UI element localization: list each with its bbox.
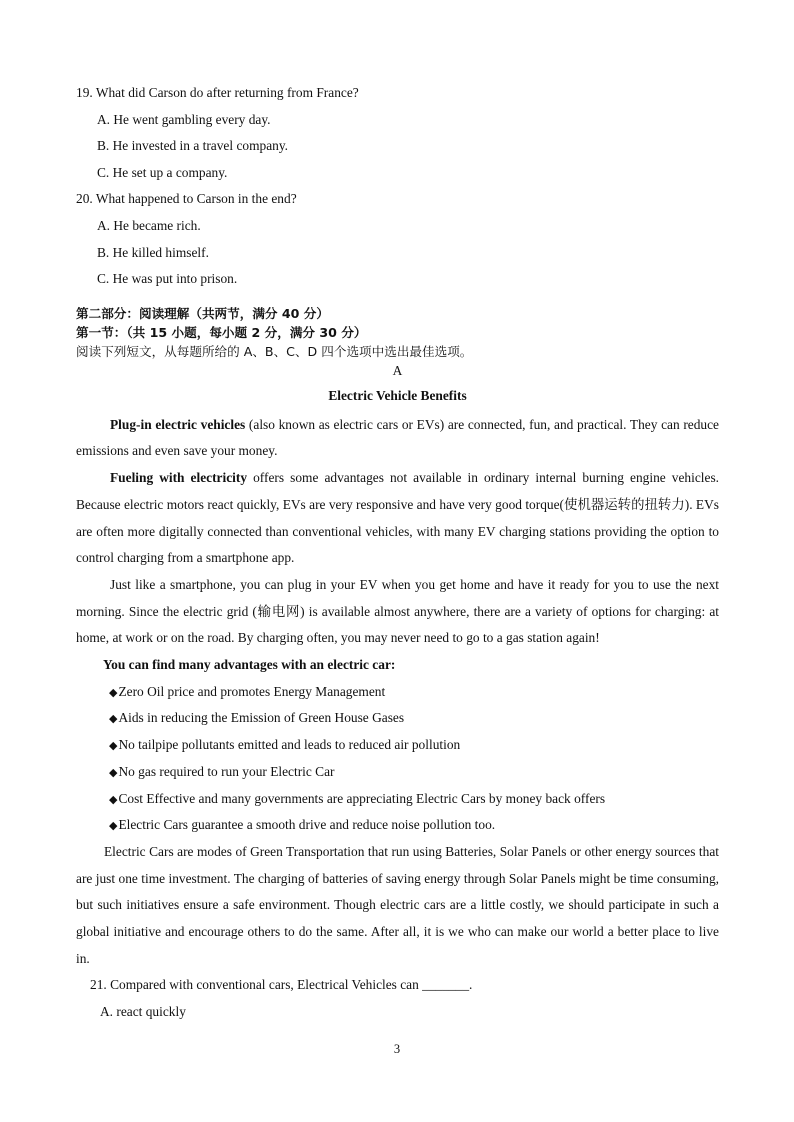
section1-heading: 第一节：（共 15 小题，每小题 2 分，满分 30 分） — [76, 324, 367, 340]
page-number: 3 — [393, 1042, 401, 1056]
list-item: ◆No tailpipe pollutants emitted and leads to reduced air pollution — [109, 737, 461, 753]
paragraph-1-text: (also known as electric cars or EVs) are connected, fun, and practical. They can reduce emissions and even save your money. — [76, 416, 719, 459]
question-21-option-a: A. react quickly — [100, 1004, 186, 1020]
paragraph-1 — [76, 412, 719, 465]
diamond-bullet-icon: ◆ — [109, 765, 118, 779]
question-21-stem: 21. Compared with conventional cars, Electrical Vehicles can _______. — [90, 977, 473, 993]
passage-title: Electric Vehicle Benefits — [328, 387, 467, 403]
part2-heading: 第二部分：阅读理解（共两节，满分 40 分） — [76, 305, 329, 321]
paragraph-2-text: offers some advantages not available in ordinary internal burning engine vehicles. Because electric motors react quickly, EVs are very responsive and have very good torque(使机器运转的扭转力). EVs are often more digitally connected than conventional vehicles, with many EV charging stations providing the option to control charging from a smartphone app. — [76, 470, 719, 566]
paragraph-1-lead: Plug-in electric vehicles — [110, 416, 246, 432]
question-20-option-a: A. He became rich. — [97, 217, 201, 233]
list-item: ◆No gas required to run your Electric Car — [109, 763, 335, 779]
paragraph-3: Just like a smartphone, you can plug in your EV when you get home and have it ready for you to use the next morning. Since the electric grid (输电网) is available almost anywhere, there are a variety of options for charging: at home, at work or on the road. By charging often, you may never need to go to a gas station again! — [76, 576, 719, 646]
paragraph-2 — [76, 465, 719, 572]
question-20-stem: 20. What happened to Carson in the end? — [76, 191, 297, 207]
list-item: ◆Cost Effective and many governments are appreciating Electric Cars by money back offers — [109, 790, 606, 806]
diamond-bullet-icon: ◆ — [109, 739, 118, 753]
advantages-list — [76, 679, 719, 839]
question-19-option-a: A. He went gambling every day. — [97, 111, 271, 127]
diamond-bullet-icon: ◆ — [109, 712, 118, 726]
question-20-option-b: B. He killed himself. — [97, 244, 209, 260]
reading-instruction: 阅读下列短文，从每题所给的 A、B、C、D 四个选项中选出最佳选项。 — [76, 343, 473, 359]
question-19-option-c: C. He set up a company. — [97, 164, 228, 180]
question-20-option-c: C. He was put into prison. — [97, 271, 238, 287]
paragraph-2-lead: Fueling with electricity — [110, 470, 248, 486]
diamond-bullet-icon: ◆ — [109, 685, 118, 699]
paragraph-4: Electric Cars are modes of Green Transportation that run using Batteries, Solar Panels or other energy sources that are just one time investment. The charging of batteries of saving energy through Solar Panels might be time consuming, but such initiatives ensure a safe environment. Though electric cars are a little costly, we should participate in such a global initiative and encourage others to do the same. After all, it is we who can make our world a better place to live in. — [76, 843, 719, 966]
list-item: ◆Aids in reducing the Emission of Green House Gases — [109, 710, 405, 726]
passage-letter: A — [392, 362, 403, 378]
question-19-stem: 19. What did Carson do after returning from France? — [76, 85, 359, 100]
exam-page — [76, 80, 719, 1026]
diamond-bullet-icon: ◆ — [109, 792, 118, 806]
list-item: ◆Electric Cars guarantee a smooth drive and reduce noise pollution too. — [109, 817, 496, 833]
question-19-option-b: B. He invested in a travel company. — [97, 138, 289, 154]
diamond-bullet-icon: ◆ — [109, 819, 118, 833]
list-item: ◆Zero Oil price and promotes Energy Management — [109, 683, 386, 699]
advantages-heading: You can find many advantages with an electric car: — [103, 657, 396, 673]
